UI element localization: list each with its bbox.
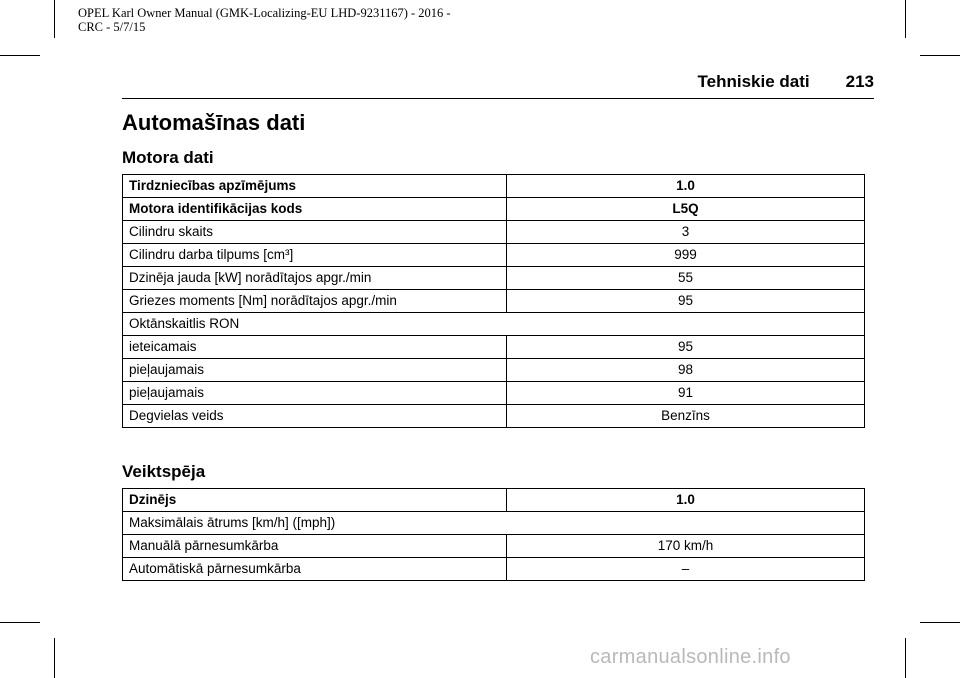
print-metadata: OPEL Karl Owner Manual (GMK-Localizing-EU LHD-9231167) - 2016 - CRC - 5/7/15 <box>78 6 451 34</box>
table-row <box>123 244 865 267</box>
row-label: Cilindru skaits <box>123 221 507 244</box>
row-label: Tirdzniecības apzīmējums <box>123 175 507 198</box>
table-row <box>123 290 865 313</box>
crop-mark <box>920 622 960 623</box>
table-row <box>123 221 865 244</box>
row-label: pieļaujamais <box>123 359 507 382</box>
row-label: ieteicamais <box>123 336 507 359</box>
table-row <box>123 405 865 428</box>
page-number: 213 <box>845 72 874 91</box>
section-title-engine: Motora dati <box>122 148 214 167</box>
table-row <box>123 382 865 405</box>
page-title: Automašīnas dati <box>122 110 306 135</box>
engine-data-table <box>122 174 865 428</box>
table-row <box>123 512 865 535</box>
row-value: 98 <box>507 359 865 382</box>
crop-mark <box>54 638 55 678</box>
row-label: Dzinējs <box>123 489 507 512</box>
row-value: 55 <box>507 267 865 290</box>
row-label: Griezes moments [Nm] norādītajos apgr./min <box>123 290 507 313</box>
watermark: carmanualsonline.info <box>590 646 791 668</box>
crop-mark <box>920 55 960 56</box>
crop-mark <box>54 0 55 38</box>
table-row <box>123 198 865 221</box>
row-value: Benzīns <box>507 405 865 428</box>
row-value: 1.0 <box>507 175 865 198</box>
row-label: Maksimālais ātrums [km/h] ([mph]) <box>123 512 865 535</box>
row-label: Cilindru darba tilpums [cm³] <box>123 244 507 267</box>
header-rule <box>122 98 874 99</box>
row-label: pieļaujamais <box>123 382 507 405</box>
row-value: 95 <box>507 290 865 313</box>
row-value: 1.0 <box>507 489 865 512</box>
row-value: 3 <box>507 221 865 244</box>
row-label: Dzinēja jauda [kW] norādītajos apgr./min <box>123 267 507 290</box>
crop-mark <box>905 0 906 38</box>
running-header <box>122 72 874 92</box>
table-row <box>123 175 865 198</box>
row-label: Motora identifikācijas kods <box>123 198 507 221</box>
row-label: Oktānskaitlis RON <box>123 313 865 336</box>
row-label: Degvielas veids <box>123 405 507 428</box>
performance-table <box>122 488 865 581</box>
table-row <box>123 535 865 558</box>
row-label: Automātiskā pārnesumkārba <box>123 558 507 581</box>
row-label: Manuālā pārnesumkārba <box>123 535 507 558</box>
table-row <box>123 313 865 336</box>
table-row <box>123 267 865 290</box>
crop-mark <box>905 638 906 678</box>
chapter-title: Tehniskie dati <box>697 72 810 91</box>
crop-mark <box>0 55 40 56</box>
table-row <box>123 558 865 581</box>
row-value: 91 <box>507 382 865 405</box>
crop-mark <box>0 622 40 623</box>
row-value: 999 <box>507 244 865 267</box>
row-value: – <box>507 558 865 581</box>
row-value: L5Q <box>507 198 865 221</box>
table-row <box>123 489 865 512</box>
row-value: 170 km/h <box>507 535 865 558</box>
row-value: 95 <box>507 336 865 359</box>
table-row <box>123 336 865 359</box>
section-title-performance: Veiktspēja <box>122 462 206 481</box>
table-row <box>123 359 865 382</box>
